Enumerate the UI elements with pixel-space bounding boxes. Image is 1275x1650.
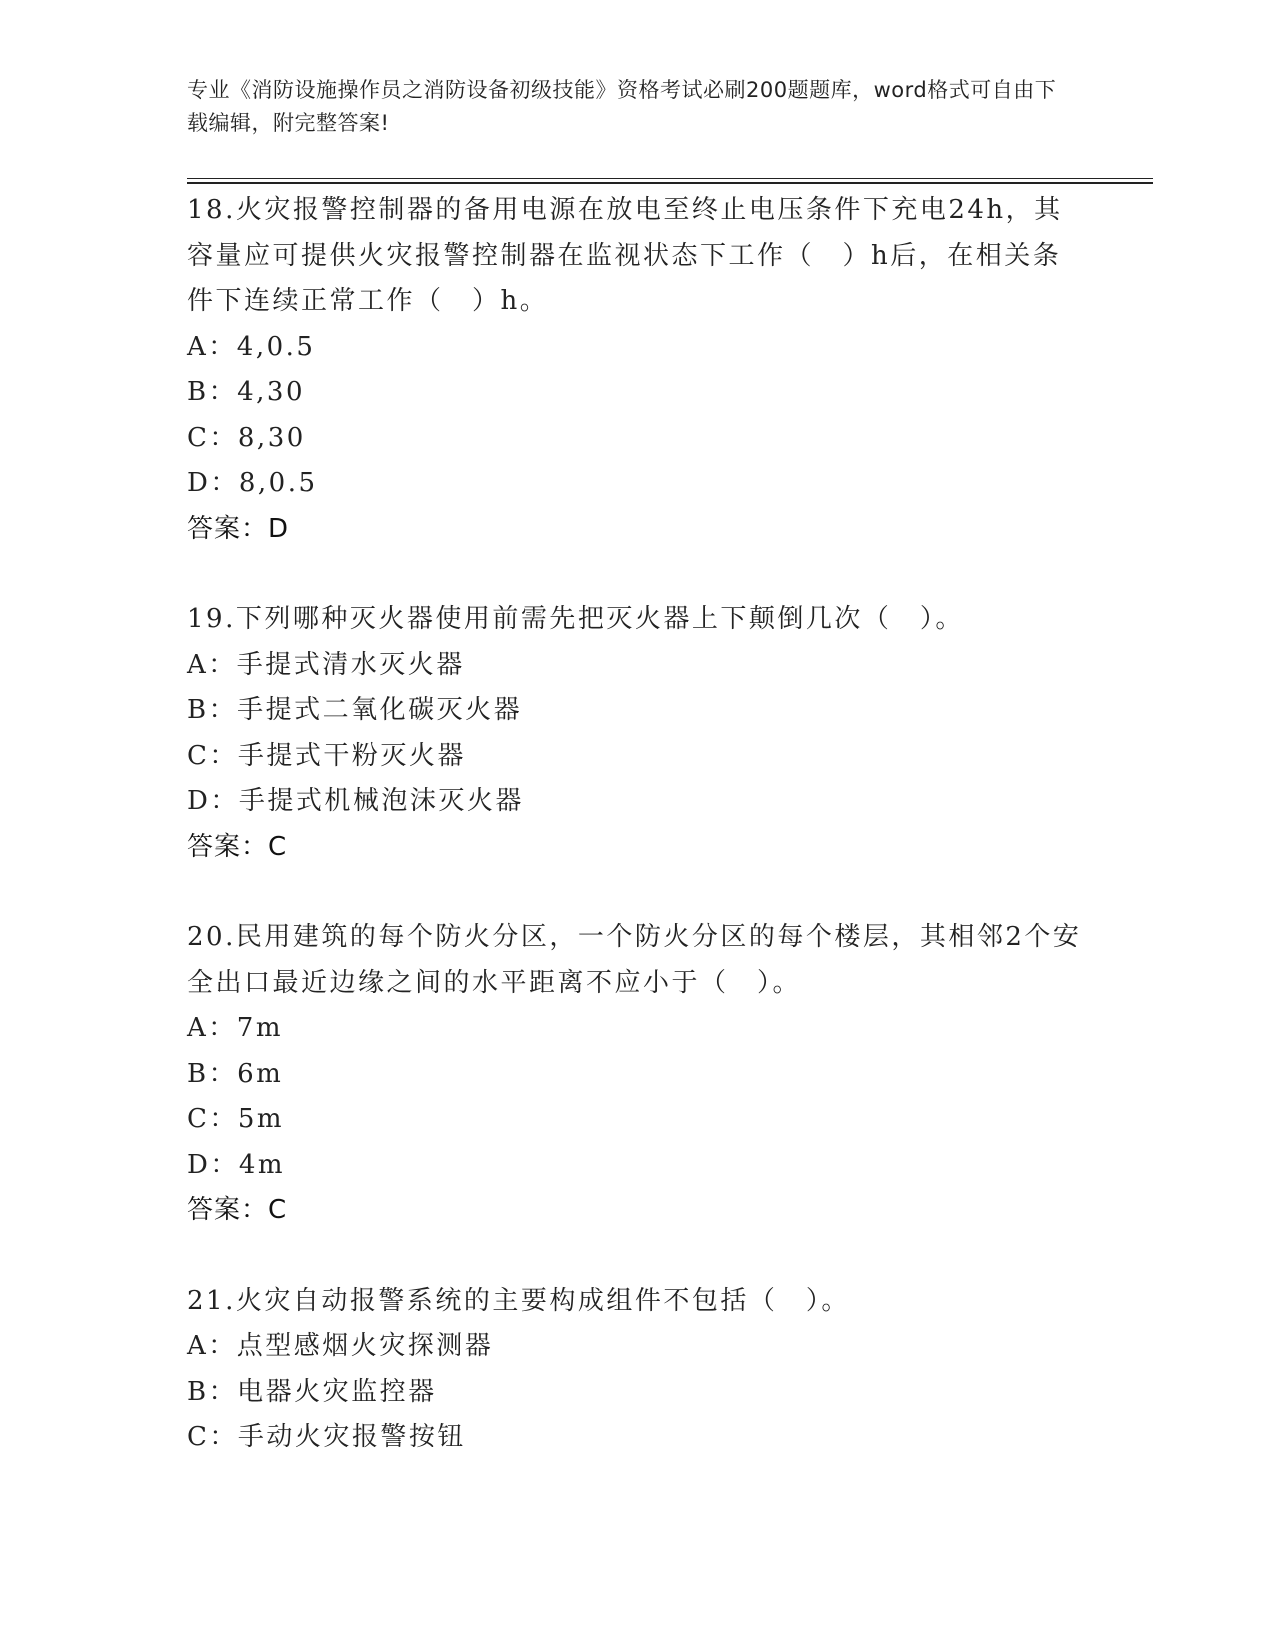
question-stem: 18.火灾报警控制器的备用电源在放电至终止电压条件下充电24h，其容量应可提供火灾报警控制器在监视状态下工作（ ）h后，在相关条件下连续正常工作（ ）h。 bbox=[187, 195, 1063, 316]
question-stem: 19.下列哪种灭火器使用前需先把灭火器上下颠倒几次（ ）。 bbox=[187, 604, 964, 634]
question-spacer bbox=[187, 1234, 1087, 1279]
option-c: C：5m bbox=[187, 1104, 285, 1134]
question-20 bbox=[187, 915, 1087, 1234]
option-a: A：7m bbox=[187, 1013, 283, 1043]
option-b: B：电器火灾监控器 bbox=[187, 1376, 437, 1407]
option-b: B：4,30 bbox=[187, 377, 305, 407]
question-21 bbox=[187, 1279, 1087, 1461]
question-18 bbox=[187, 188, 1087, 552]
option-d: D：手提式机械泡沫灭火器 bbox=[187, 786, 524, 816]
question-stem: 21.火灾自动报警系统的主要构成组件不包括（ ）。 bbox=[187, 1285, 850, 1316]
option-c: C：手提式干粉灭火器 bbox=[187, 740, 466, 771]
option-b: B：6m bbox=[187, 1058, 284, 1089]
option-a: A：点型感烟火灾探测器 bbox=[187, 1331, 494, 1361]
question-spacer bbox=[187, 552, 1087, 597]
header-divider-thick bbox=[187, 182, 1153, 184]
header-divider-thin bbox=[187, 178, 1153, 179]
option-d: D：8,0.5 bbox=[187, 468, 318, 498]
option-a: A：4,0.5 bbox=[187, 331, 316, 362]
option-c: C：8,30 bbox=[187, 422, 306, 453]
question-list bbox=[187, 188, 1087, 1461]
question-19 bbox=[187, 597, 1087, 870]
option-d: D：4m bbox=[187, 1149, 286, 1180]
option-c: C：手动火灾报警按钮 bbox=[187, 1422, 466, 1452]
question-spacer bbox=[187, 870, 1087, 915]
question-stem: 20.民用建筑的每个防火分区，一个防火分区的每个楼层，其相邻2个安全出口最近边缘之间的水平距离不应小于（ ）。 bbox=[187, 922, 1082, 998]
answer-line: 答案：D bbox=[187, 513, 290, 544]
option-b: B：手提式二氧化碳灭火器 bbox=[187, 695, 523, 725]
document-header: 专业《消防设施操作员之消防设备初级技能》资格考试必刷200题题库，word格式可自由下载编辑，附完整答案! bbox=[187, 78, 1057, 135]
option-a: A：手提式清水灭火器 bbox=[187, 649, 465, 680]
answer-line: 答案：C bbox=[187, 831, 288, 862]
answer-line: 答案：C bbox=[187, 1195, 288, 1225]
